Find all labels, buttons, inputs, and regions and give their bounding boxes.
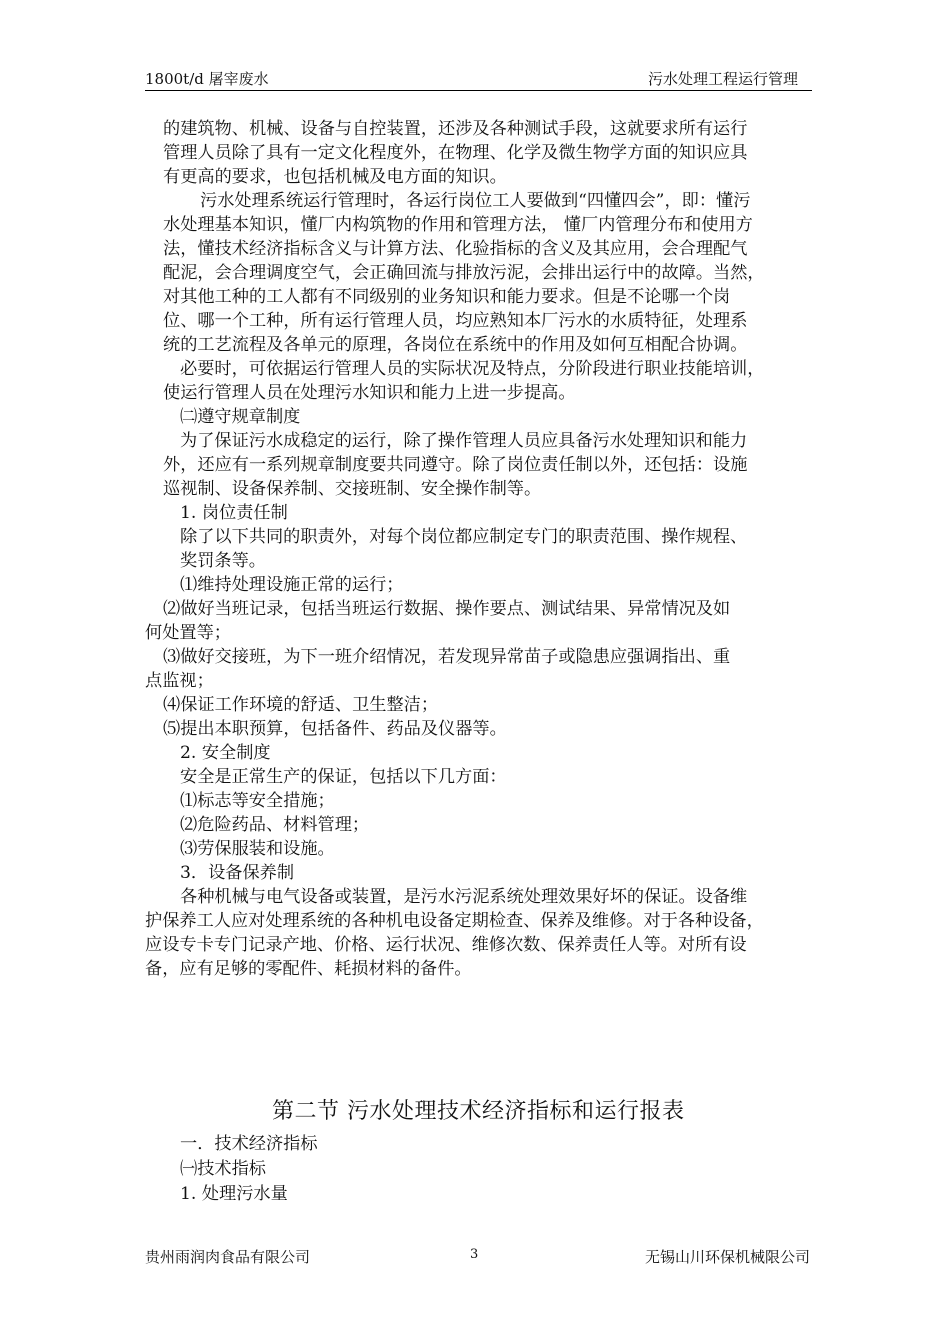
text-line: 有更高的要求，也包括机械及电方面的知识。 (163, 167, 507, 187)
footer-right-text: 无锡山川环保机械限公司 (644, 1248, 810, 1266)
text-line: ⑶做好交接班，为下一班介绍情况，若发现异常苗子或隐患应强调指出、重 (163, 647, 731, 667)
footer-left-text: 贵州雨润肉食品有限公司 (145, 1248, 311, 1266)
text-line: ⑷保证工作环境的舒适、卫生整洁； (163, 695, 439, 715)
text-line: 何处置等； (145, 623, 231, 643)
text-line: 点监视； (145, 671, 214, 691)
text-line: ⑵危险药品、材料管理； (180, 815, 370, 835)
text-line: 配泥，会合理调度空气，会正确回流与排放污泥，会排出运行中的故障。当然， (163, 263, 765, 283)
text-line: 1. 岗位责任制 (180, 503, 288, 523)
text-line: 各种机械与电气设备或装置，是污水污泥系统处理效果好坏的保证。设备维 (180, 887, 748, 907)
page-header (145, 68, 810, 90)
text-line: 统的工艺流程及各单元的原理，各岗位在系统中的作用及如何互相配合协调。 (163, 335, 748, 355)
text-line: ⑵做好当班记录，包括当班运行数据、操作要点、测试结果、异常情况及如 (163, 599, 731, 619)
text-line: 应设专卡专门记录产地、价格、运行状况、维修次数、保养责任人等。对所有设 (145, 935, 747, 955)
text-line: ⑶劳保服装和设施。 (180, 839, 335, 859)
text-line: 巡视制、设备保养制、交接班制、安全操作制等。 (163, 479, 542, 499)
text-line: 备，应有足够的零配件、耗损材料的备件。 (145, 959, 472, 979)
header-left-text: 1800t/d 屠宰废水 (145, 70, 269, 88)
text-line: 污水处理系统运行管理时，各运行岗位工人要做到“四懂四会”，即：懂污 (200, 191, 751, 211)
text-line: 位、哪一个工种，所有运行管理人员，均应熟知本厂污水的水质特征，处理系 (163, 311, 748, 331)
text-line: ㈠技术指标 (180, 1159, 266, 1179)
text-line: 安全是正常生产的保证，包括以下几方面： (180, 767, 507, 787)
text-line: 水处理基本知识，懂厂内构筑物的作用和管理方法， 懂厂内管理分布和使用方 (163, 215, 753, 235)
text-line: ⑴维持处理设施正常的运行； (180, 575, 404, 595)
text-line: 护保养工人应对处理系统的各种机电设备定期检查、保养及维修。对于各种设备， (145, 911, 764, 931)
text-line: ㈡遵守规章制度 (180, 407, 301, 427)
text-line: 使运行管理人员在处理污水知识和能力上进一步提高。 (163, 383, 576, 403)
text-line: 管理人员除了具有一定文化程度外，在物理、化学及微生物学方面的知识应具 (163, 143, 748, 163)
text-line: 2. 安全制度 (180, 743, 271, 763)
text-line: 外，还应有一系列规章制度要共同遵守。除了岗位责任制以外，还包括：设施 (163, 455, 748, 475)
header-right-text: 污水处理工程运行管理 (647, 70, 798, 88)
text-line: 1. 处理污水量 (180, 1184, 288, 1204)
text-line: 的建筑物、机械、设备与自控装置，还涉及各种测试手段，这就要求所有运行 (163, 119, 748, 139)
text-line: 法，懂技术经济指标含义与计算方法、化验指标的含义及其应用，会合理配气 (163, 239, 748, 259)
text-line: 3．设备保养制 (180, 863, 295, 883)
text-line: 对其他工种的工人都有不同级别的业务知识和能力要求。但是不论哪一个岗 (163, 287, 731, 307)
header-rule (145, 90, 812, 91)
text-line: 为了保证污水成稳定的运行，除了操作管理人员应具备污水处理知识和能力 (180, 431, 748, 451)
text-line: ⑴标志等安全措施； (180, 791, 335, 811)
text-line: 一．技术经济指标 (180, 1134, 318, 1154)
section-title: 第二节 污水处理技术经济指标和运行报表 (272, 1099, 685, 1124)
text-line: 奖罚条等。 (180, 551, 266, 571)
text-line: 必要时，可依据运行管理人员的实际状况及特点，分阶段进行职业技能培训， (180, 359, 765, 379)
page-number: 3 (470, 1247, 479, 1262)
text-line: 除了以下共同的职责外，对每个岗位都应制定专门的职责范围、操作规程、 (180, 527, 748, 547)
text-line: ⑸提出本职预算，包括备件、药品及仪器等。 (163, 719, 507, 739)
